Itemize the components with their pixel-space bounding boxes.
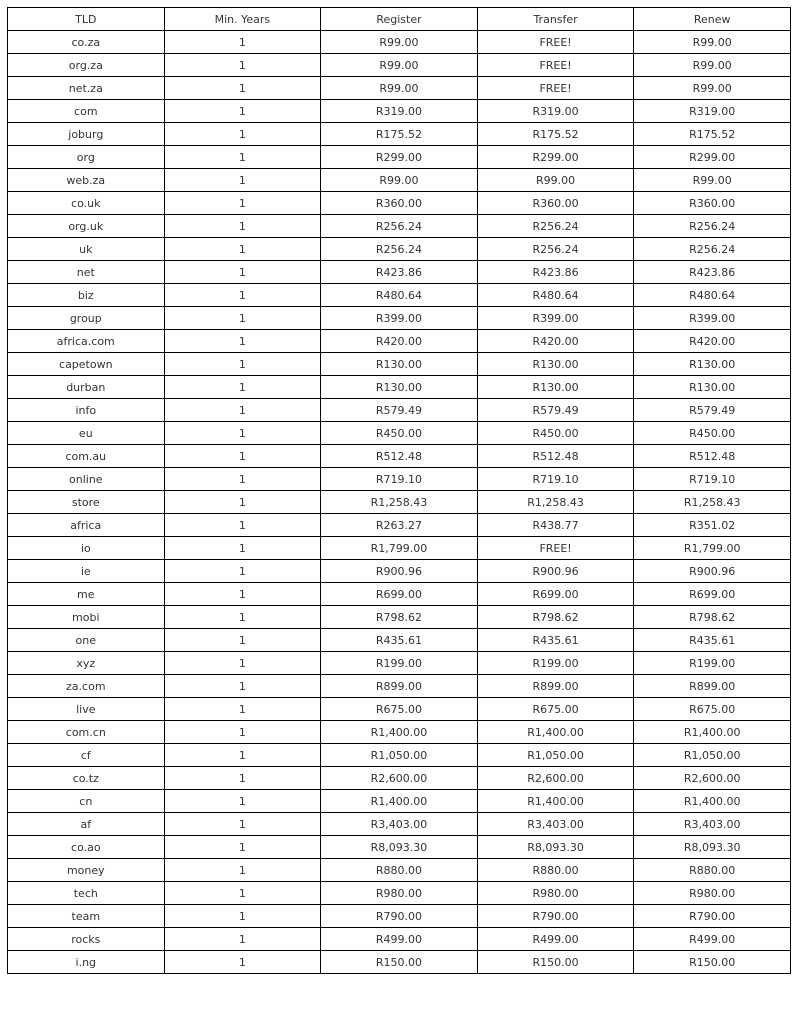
cell-transfer: R256.24 [477, 215, 634, 238]
cell-register: R1,258.43 [321, 491, 478, 514]
cell-renew: R450.00 [634, 422, 791, 445]
cell-min-years: 1 [164, 215, 321, 238]
table-row [8, 537, 791, 560]
cell-transfer: R1,400.00 [477, 790, 634, 813]
table-row [8, 77, 791, 100]
cell-transfer: FREE! [477, 54, 634, 77]
cell-tld: co.za [8, 31, 165, 54]
cell-renew: R150.00 [634, 951, 791, 974]
table-row [8, 629, 791, 652]
cell-tld: co.tz [8, 767, 165, 790]
cell-min-years: 1 [164, 353, 321, 376]
cell-register: R450.00 [321, 422, 478, 445]
table-body [8, 31, 791, 974]
table-row [8, 445, 791, 468]
cell-transfer: R99.00 [477, 169, 634, 192]
cell-tld: com.cn [8, 721, 165, 744]
cell-register: R579.49 [321, 399, 478, 422]
cell-min-years: 1 [164, 238, 321, 261]
cell-renew: R423.86 [634, 261, 791, 284]
cell-transfer: R2,600.00 [477, 767, 634, 790]
cell-renew: R699.00 [634, 583, 791, 606]
table-row [8, 146, 791, 169]
table-row [8, 859, 791, 882]
cell-min-years: 1 [164, 31, 321, 54]
cell-min-years: 1 [164, 721, 321, 744]
cell-min-years: 1 [164, 905, 321, 928]
cell-tld: net [8, 261, 165, 284]
table-row [8, 31, 791, 54]
table-row [8, 123, 791, 146]
cell-min-years: 1 [164, 836, 321, 859]
cell-register: R263.27 [321, 514, 478, 537]
cell-tld: me [8, 583, 165, 606]
cell-min-years: 1 [164, 330, 321, 353]
cell-tld: store [8, 491, 165, 514]
table-row [8, 238, 791, 261]
cell-register: R99.00 [321, 169, 478, 192]
table-row [8, 652, 791, 675]
cell-min-years: 1 [164, 307, 321, 330]
cell-renew: R899.00 [634, 675, 791, 698]
cell-renew: R130.00 [634, 376, 791, 399]
table-row [8, 951, 791, 974]
cell-min-years: 1 [164, 491, 321, 514]
cell-register: R256.24 [321, 215, 478, 238]
cell-renew: R900.96 [634, 560, 791, 583]
cell-register: R319.00 [321, 100, 478, 123]
cell-transfer: R319.00 [477, 100, 634, 123]
cell-register: R790.00 [321, 905, 478, 928]
cell-renew: R980.00 [634, 882, 791, 905]
cell-tld: eu [8, 422, 165, 445]
table-row [8, 169, 791, 192]
cell-register: R3,403.00 [321, 813, 478, 836]
cell-transfer: R675.00 [477, 698, 634, 721]
cell-renew: R360.00 [634, 192, 791, 215]
cell-tld: co.ao [8, 836, 165, 859]
cell-tld: io [8, 537, 165, 560]
cell-transfer: R880.00 [477, 859, 634, 882]
cell-register: R130.00 [321, 353, 478, 376]
cell-transfer: R438.77 [477, 514, 634, 537]
cell-renew: R480.64 [634, 284, 791, 307]
cell-renew: R99.00 [634, 169, 791, 192]
cell-transfer: R899.00 [477, 675, 634, 698]
cell-renew: R675.00 [634, 698, 791, 721]
cell-tld: cn [8, 790, 165, 813]
cell-min-years: 1 [164, 284, 321, 307]
cell-transfer: R423.86 [477, 261, 634, 284]
cell-tld: org.uk [8, 215, 165, 238]
cell-transfer: R8,093.30 [477, 836, 634, 859]
header-tld: TLD [8, 8, 165, 31]
cell-register: R2,600.00 [321, 767, 478, 790]
cell-renew: R399.00 [634, 307, 791, 330]
cell-min-years: 1 [164, 882, 321, 905]
cell-min-years: 1 [164, 675, 321, 698]
table-row [8, 790, 791, 813]
cell-min-years: 1 [164, 399, 321, 422]
cell-register: R8,093.30 [321, 836, 478, 859]
cell-tld: live [8, 698, 165, 721]
table-row [8, 100, 791, 123]
cell-renew: R299.00 [634, 146, 791, 169]
cell-min-years: 1 [164, 146, 321, 169]
cell-renew: R8,093.30 [634, 836, 791, 859]
cell-transfer: R450.00 [477, 422, 634, 445]
cell-transfer: R1,400.00 [477, 721, 634, 744]
cell-transfer: FREE! [477, 31, 634, 54]
cell-transfer: FREE! [477, 77, 634, 100]
cell-tld: xyz [8, 652, 165, 675]
cell-transfer: R1,258.43 [477, 491, 634, 514]
table-row [8, 284, 791, 307]
cell-min-years: 1 [164, 169, 321, 192]
cell-min-years: 1 [164, 468, 321, 491]
cell-register: R719.10 [321, 468, 478, 491]
cell-transfer: R980.00 [477, 882, 634, 905]
cell-transfer: FREE! [477, 537, 634, 560]
cell-renew: R1,400.00 [634, 721, 791, 744]
cell-transfer: R420.00 [477, 330, 634, 353]
cell-register: R175.52 [321, 123, 478, 146]
table-row [8, 422, 791, 445]
cell-min-years: 1 [164, 560, 321, 583]
cell-register: R256.24 [321, 238, 478, 261]
cell-tld: af [8, 813, 165, 836]
table-row [8, 744, 791, 767]
header-register: Register [321, 8, 478, 31]
cell-renew: R99.00 [634, 77, 791, 100]
cell-register: R798.62 [321, 606, 478, 629]
cell-transfer: R399.00 [477, 307, 634, 330]
cell-transfer: R299.00 [477, 146, 634, 169]
cell-renew: R130.00 [634, 353, 791, 376]
cell-register: R399.00 [321, 307, 478, 330]
cell-tld: org [8, 146, 165, 169]
cell-renew: R256.24 [634, 238, 791, 261]
cell-tld: cf [8, 744, 165, 767]
cell-min-years: 1 [164, 445, 321, 468]
cell-renew: R579.49 [634, 399, 791, 422]
cell-tld: co.uk [8, 192, 165, 215]
cell-tld: mobi [8, 606, 165, 629]
cell-min-years: 1 [164, 583, 321, 606]
cell-register: R699.00 [321, 583, 478, 606]
cell-transfer: R360.00 [477, 192, 634, 215]
table-row [8, 905, 791, 928]
cell-min-years: 1 [164, 859, 321, 882]
cell-tld: uk [8, 238, 165, 261]
cell-min-years: 1 [164, 100, 321, 123]
table-row [8, 376, 791, 399]
cell-tld: ie [8, 560, 165, 583]
cell-min-years: 1 [164, 376, 321, 399]
cell-register: R512.48 [321, 445, 478, 468]
cell-min-years: 1 [164, 928, 321, 951]
table-row [8, 675, 791, 698]
cell-min-years: 1 [164, 77, 321, 100]
cell-register: R1,799.00 [321, 537, 478, 560]
cell-min-years: 1 [164, 790, 321, 813]
cell-register: R880.00 [321, 859, 478, 882]
cell-tld: capetown [8, 353, 165, 376]
cell-renew: R499.00 [634, 928, 791, 951]
cell-tld: net.za [8, 77, 165, 100]
cell-transfer: R175.52 [477, 123, 634, 146]
cell-min-years: 1 [164, 744, 321, 767]
cell-tld: africa.com [8, 330, 165, 353]
table-row [8, 307, 791, 330]
table-row [8, 399, 791, 422]
domain-pricing-table [7, 7, 791, 974]
cell-renew: R1,050.00 [634, 744, 791, 767]
cell-min-years: 1 [164, 698, 321, 721]
cell-tld: one [8, 629, 165, 652]
cell-min-years: 1 [164, 537, 321, 560]
table-row [8, 468, 791, 491]
table-row [8, 261, 791, 284]
cell-min-years: 1 [164, 514, 321, 537]
cell-transfer: R130.00 [477, 353, 634, 376]
cell-register: R435.61 [321, 629, 478, 652]
cell-min-years: 1 [164, 54, 321, 77]
cell-transfer: R3,403.00 [477, 813, 634, 836]
cell-tld: africa [8, 514, 165, 537]
cell-tld: rocks [8, 928, 165, 951]
cell-renew: R512.48 [634, 445, 791, 468]
table-row [8, 813, 791, 836]
cell-min-years: 1 [164, 192, 321, 215]
cell-transfer: R790.00 [477, 905, 634, 928]
cell-min-years: 1 [164, 123, 321, 146]
cell-tld: group [8, 307, 165, 330]
cell-transfer: R150.00 [477, 951, 634, 974]
table-row [8, 192, 791, 215]
cell-tld: com [8, 100, 165, 123]
cell-renew: R1,258.43 [634, 491, 791, 514]
cell-tld: joburg [8, 123, 165, 146]
cell-tld: i.ng [8, 951, 165, 974]
cell-register: R299.00 [321, 146, 478, 169]
cell-register: R900.96 [321, 560, 478, 583]
table-row [8, 560, 791, 583]
cell-register: R499.00 [321, 928, 478, 951]
table-row [8, 721, 791, 744]
table-row [8, 353, 791, 376]
cell-renew: R420.00 [634, 330, 791, 353]
cell-renew: R319.00 [634, 100, 791, 123]
cell-register: R99.00 [321, 31, 478, 54]
cell-renew: R99.00 [634, 31, 791, 54]
cell-renew: R1,400.00 [634, 790, 791, 813]
table-row [8, 491, 791, 514]
cell-min-years: 1 [164, 951, 321, 974]
table-row [8, 767, 791, 790]
header-transfer: Transfer [477, 8, 634, 31]
cell-tld: org.za [8, 54, 165, 77]
cell-renew: R2,600.00 [634, 767, 791, 790]
header-row [8, 8, 791, 31]
cell-register: R675.00 [321, 698, 478, 721]
cell-renew: R435.61 [634, 629, 791, 652]
cell-renew: R199.00 [634, 652, 791, 675]
cell-renew: R719.10 [634, 468, 791, 491]
cell-min-years: 1 [164, 652, 321, 675]
cell-transfer: R435.61 [477, 629, 634, 652]
cell-register: R150.00 [321, 951, 478, 974]
cell-register: R420.00 [321, 330, 478, 353]
cell-renew: R790.00 [634, 905, 791, 928]
cell-transfer: R900.96 [477, 560, 634, 583]
cell-renew: R99.00 [634, 54, 791, 77]
cell-renew: R1,799.00 [634, 537, 791, 560]
cell-min-years: 1 [164, 629, 321, 652]
cell-register: R899.00 [321, 675, 478, 698]
cell-register: R1,050.00 [321, 744, 478, 767]
cell-transfer: R798.62 [477, 606, 634, 629]
cell-tld: info [8, 399, 165, 422]
table-row [8, 882, 791, 905]
cell-tld: team [8, 905, 165, 928]
cell-transfer: R480.64 [477, 284, 634, 307]
cell-tld: tech [8, 882, 165, 905]
table-row [8, 698, 791, 721]
cell-min-years: 1 [164, 767, 321, 790]
cell-tld: web.za [8, 169, 165, 192]
table-row [8, 606, 791, 629]
table-row [8, 836, 791, 859]
cell-transfer: R699.00 [477, 583, 634, 606]
cell-renew: R798.62 [634, 606, 791, 629]
cell-transfer: R499.00 [477, 928, 634, 951]
cell-transfer: R256.24 [477, 238, 634, 261]
table-header [8, 8, 791, 31]
table-row [8, 928, 791, 951]
cell-register: R480.64 [321, 284, 478, 307]
cell-tld: com.au [8, 445, 165, 468]
cell-min-years: 1 [164, 606, 321, 629]
cell-tld: money [8, 859, 165, 882]
header-renew: Renew [634, 8, 791, 31]
cell-register: R130.00 [321, 376, 478, 399]
table-row [8, 583, 791, 606]
cell-register: R360.00 [321, 192, 478, 215]
cell-register: R99.00 [321, 77, 478, 100]
cell-renew: R3,403.00 [634, 813, 791, 836]
cell-register: R1,400.00 [321, 721, 478, 744]
cell-min-years: 1 [164, 261, 321, 284]
cell-tld: durban [8, 376, 165, 399]
cell-transfer: R199.00 [477, 652, 634, 675]
cell-transfer: R579.49 [477, 399, 634, 422]
cell-register: R99.00 [321, 54, 478, 77]
table-row [8, 54, 791, 77]
cell-tld: online [8, 468, 165, 491]
cell-transfer: R512.48 [477, 445, 634, 468]
cell-register: R980.00 [321, 882, 478, 905]
cell-renew: R351.02 [634, 514, 791, 537]
cell-register: R423.86 [321, 261, 478, 284]
cell-transfer: R130.00 [477, 376, 634, 399]
cell-register: R1,400.00 [321, 790, 478, 813]
cell-min-years: 1 [164, 813, 321, 836]
cell-tld: za.com [8, 675, 165, 698]
table-row [8, 330, 791, 353]
cell-min-years: 1 [164, 422, 321, 445]
table-row [8, 215, 791, 238]
header-min-years: Min. Years [164, 8, 321, 31]
cell-renew: R880.00 [634, 859, 791, 882]
cell-renew: R256.24 [634, 215, 791, 238]
cell-renew: R175.52 [634, 123, 791, 146]
cell-register: R199.00 [321, 652, 478, 675]
cell-transfer: R1,050.00 [477, 744, 634, 767]
table-row [8, 514, 791, 537]
cell-tld: biz [8, 284, 165, 307]
cell-transfer: R719.10 [477, 468, 634, 491]
